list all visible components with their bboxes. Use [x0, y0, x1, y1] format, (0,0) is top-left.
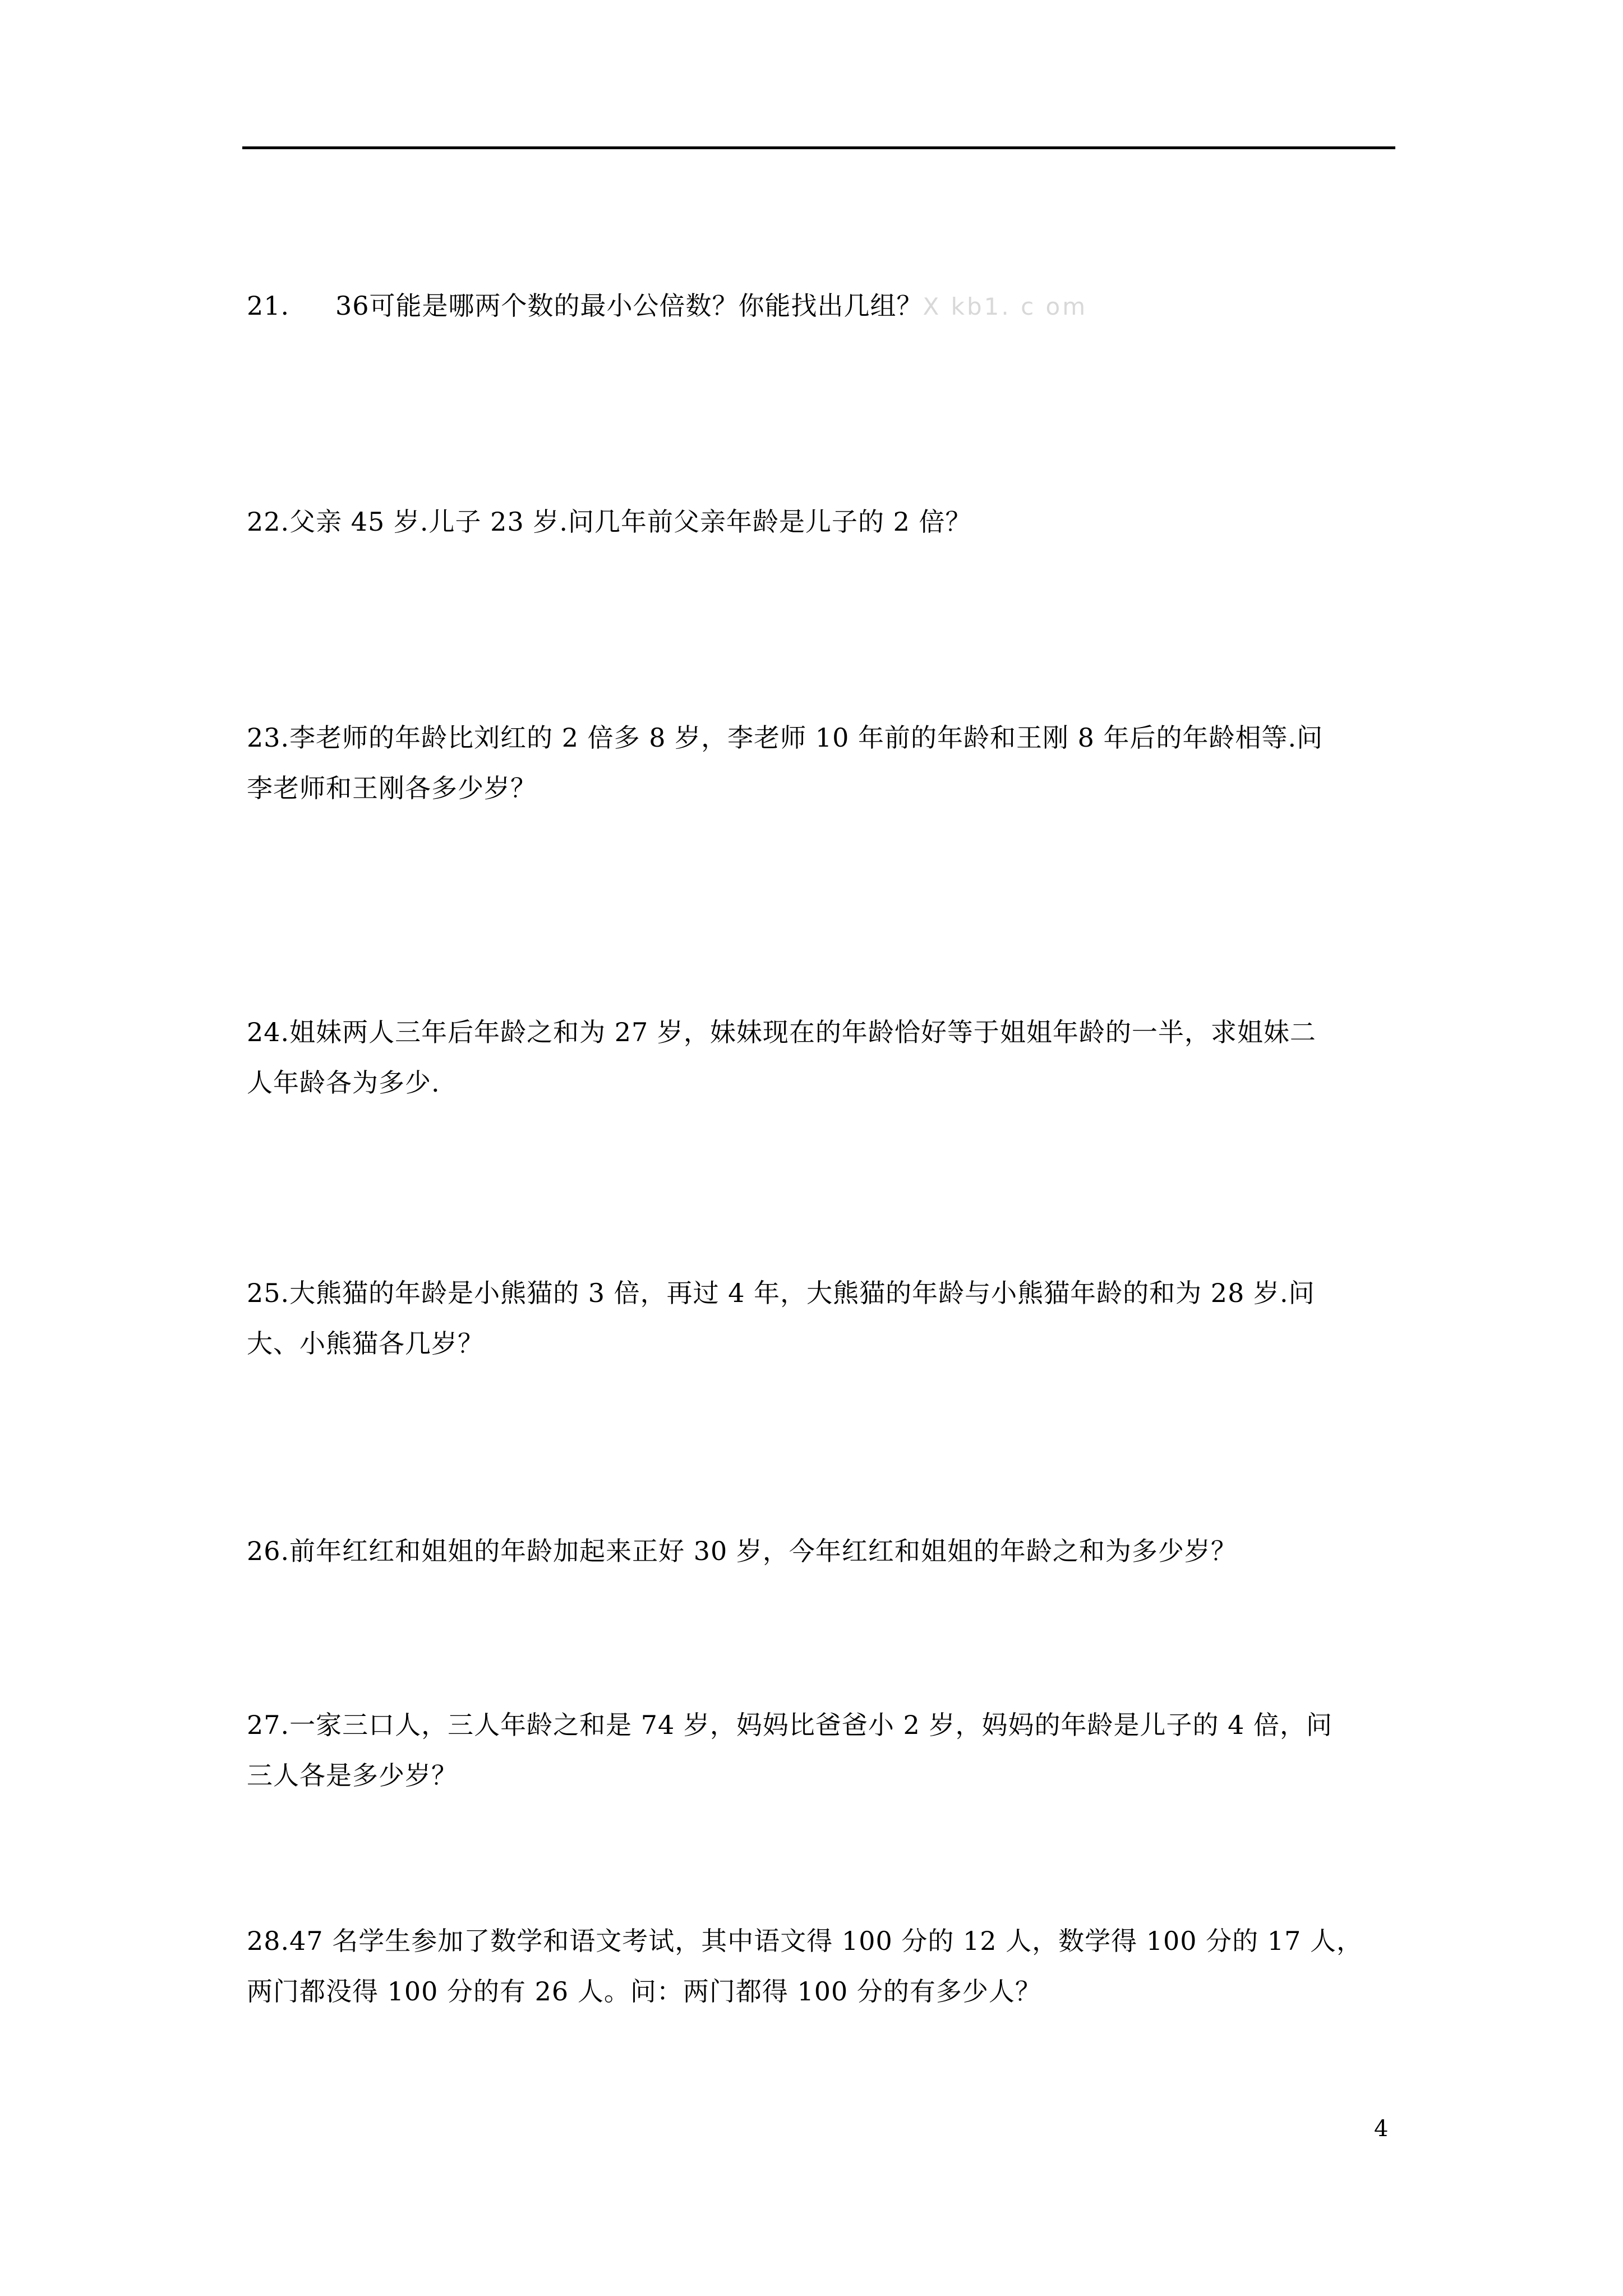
question-23: [247, 712, 1391, 813]
question-21-line: [247, 280, 1391, 332]
question-25-line-2: 大、小熊猫各几岁？: [247, 1328, 484, 1359]
question-28: [247, 1916, 1391, 2017]
question-28-line-2: 两门都没得 100 分的有 26 人。问：两门都得 100 分的有多少人？: [247, 1976, 1041, 2007]
question-21: [247, 280, 1391, 332]
header-rule: [242, 146, 1395, 149]
question-22-line-1: 22.父亲 45 岁.儿子 23 岁.问几年前父亲年龄是儿子的 2 倍？: [247, 507, 972, 537]
watermark-text: X kb1. c om: [923, 293, 1088, 320]
question-27-line-1: 27.一家三口人，三人年龄之和是 74 岁，妈妈比爸爸小 2 岁，妈妈的年龄是儿子的 4 倍，问: [247, 1710, 1332, 1740]
question-24-line-1: 24.姐妹两人三年后年龄之和为 27 岁，妹妹现在的年龄恰好等于姐姐年龄的一半，求姐妹二: [247, 1017, 1316, 1047]
question-26: [247, 1526, 1391, 1576]
question-28-line-1: 28.47 名学生参加了数学和语文考试，其中语文得 100 分的 12 人，数学得 100 分的 17 人，: [247, 1926, 1363, 1956]
question-27-line-2: 三人各是多少岁？: [247, 1760, 458, 1791]
question-25-line-1: 25.大熊猫的年龄是小熊猫的 3 倍，再过 4 年，大熊猫的年龄与小熊猫年龄的和为 28 岁.问: [247, 1278, 1315, 1308]
question-27: [247, 1700, 1391, 1801]
page-number: 4: [1374, 2116, 1389, 2142]
question-24: [247, 1007, 1391, 1108]
question-23-line-1: 23.李老师的年龄比刘红的 2 倍多 8 岁，李老师 10 年前的年龄和王刚 8 年后的年龄相等.问: [247, 723, 1324, 753]
question-26-line-1: 26.前年红红和姐姐的年龄加起来正好 30 岁，今年红红和姐姐的年龄之和为多少岁？: [247, 1536, 1237, 1566]
question-25: [247, 1268, 1391, 1369]
question-21-number: 21.: [247, 291, 290, 321]
question-21-text: 36可能是哪两个数的最小公倍数？你能找出几组？: [335, 291, 923, 321]
question-22: [247, 496, 1391, 547]
question-23-line-2: 李老师和王刚各多少岁？: [247, 773, 537, 803]
question-24-line-2: 人年龄各为多少.: [247, 1068, 440, 1098]
